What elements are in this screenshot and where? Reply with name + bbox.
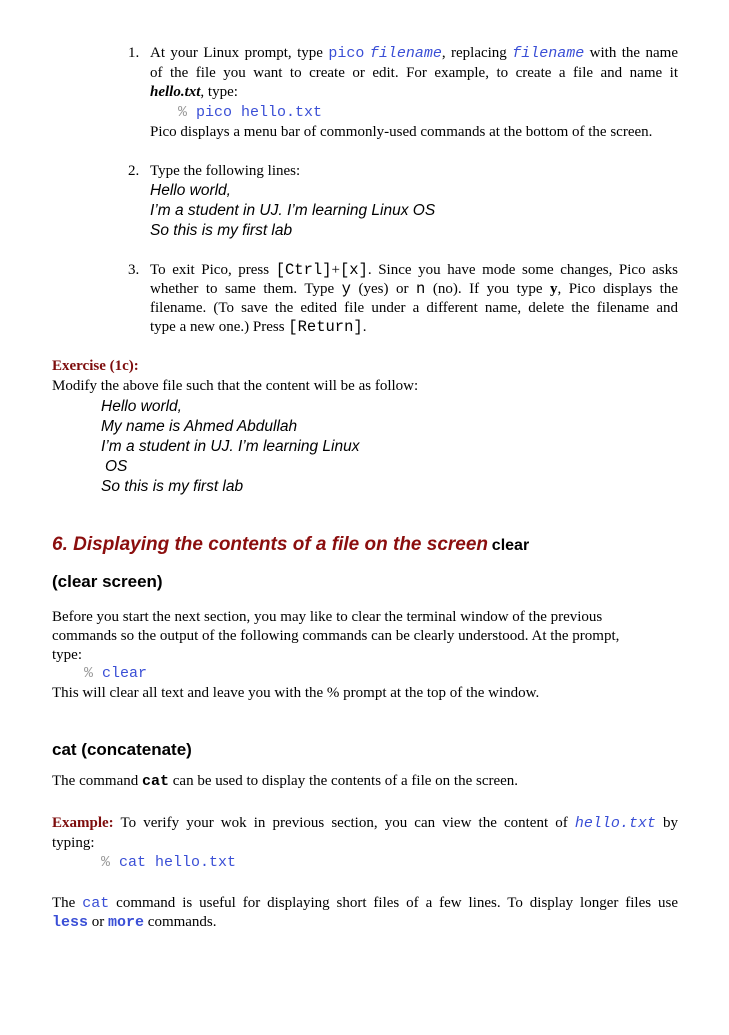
exercise-line: So this is my first lab — [101, 478, 244, 495]
step-1-line-4: Pico displays a menu bar of commonly-used commands at the bottom of the screen. — [150, 124, 653, 140]
step-3-line-3: filename. (To save the edited file under a different name, delete the filename and — [150, 300, 678, 316]
cat-usage-line: The cat command is useful for displaying short files of a few lines. To display longer files use — [52, 895, 678, 912]
paragraph-line: This will clear all text and leave you with the % prompt at the top of the window. — [52, 685, 540, 701]
step-number: 1. — [128, 45, 140, 61]
pico-command: % pico hello.txt — [178, 104, 323, 121]
exercise-line: I’m a student in UJ. I’m learning Linux — [101, 438, 360, 455]
cat-description: The command cat can be used to display the contents of a file on the screen. — [52, 773, 519, 790]
exercise-title: Exercise (1c): — [52, 358, 139, 374]
example-line: Example: To verify your wok in previous section, you can view the content of hello.txt by — [52, 815, 678, 832]
exercise-line: Hello world, — [101, 398, 182, 415]
paragraph-line: type: — [52, 647, 82, 663]
step-3-line-1: To exit Pico, press [Ctrl]+[x]. Since you have mode some changes, Pico asks — [150, 261, 678, 279]
step-2-line-1: Type the following lines: — [150, 163, 301, 179]
step-3-line-2: whether to same them. Type y (yes) or n (no). If you type y, Pico displays the — [150, 280, 678, 298]
step-1-line-2: of the file you want to create or edit. For example, to create a file and name it — [150, 65, 678, 81]
exercise-line: OS — [105, 458, 128, 475]
exercise-instruction: Modify the above file such that the content will be as follow: — [52, 378, 419, 394]
typed-line: So this is my first lab — [150, 222, 293, 239]
step-number: 2. — [128, 163, 140, 179]
step-1-line-3: hello.txt, type: — [150, 84, 238, 100]
section-heading: 6. Displaying the contents of a file on the screen clear — [52, 534, 530, 555]
example-line-2: typing: — [52, 835, 95, 851]
step-number: 3. — [128, 262, 140, 278]
step-3-line-4: type a new one.) Press [Return]. — [150, 318, 367, 336]
clear-command: % clear — [84, 665, 148, 682]
paragraph-line: commands so the output of the following commands can be clearly understood. At the prompt, — [52, 628, 620, 644]
clear-subheading: (clear screen) — [52, 572, 163, 591]
exercise-line: My name is Ahmed Abdullah — [101, 418, 298, 435]
paragraph-line: Before you start the next section, you may like to clear the terminal window of the previous — [52, 609, 603, 625]
step-1-line-1: At your Linux prompt, type pico filename, replacing filename with the name — [150, 45, 678, 62]
typed-line: Hello world, — [150, 182, 231, 199]
cat-heading: cat (concatenate) — [52, 740, 192, 759]
cat-usage-line-2: less or more commands. — [52, 914, 217, 931]
typed-line: I’m a student in UJ. I’m learning Linux OS — [150, 202, 436, 219]
cat-command: % cat hello.txt — [101, 854, 237, 871]
